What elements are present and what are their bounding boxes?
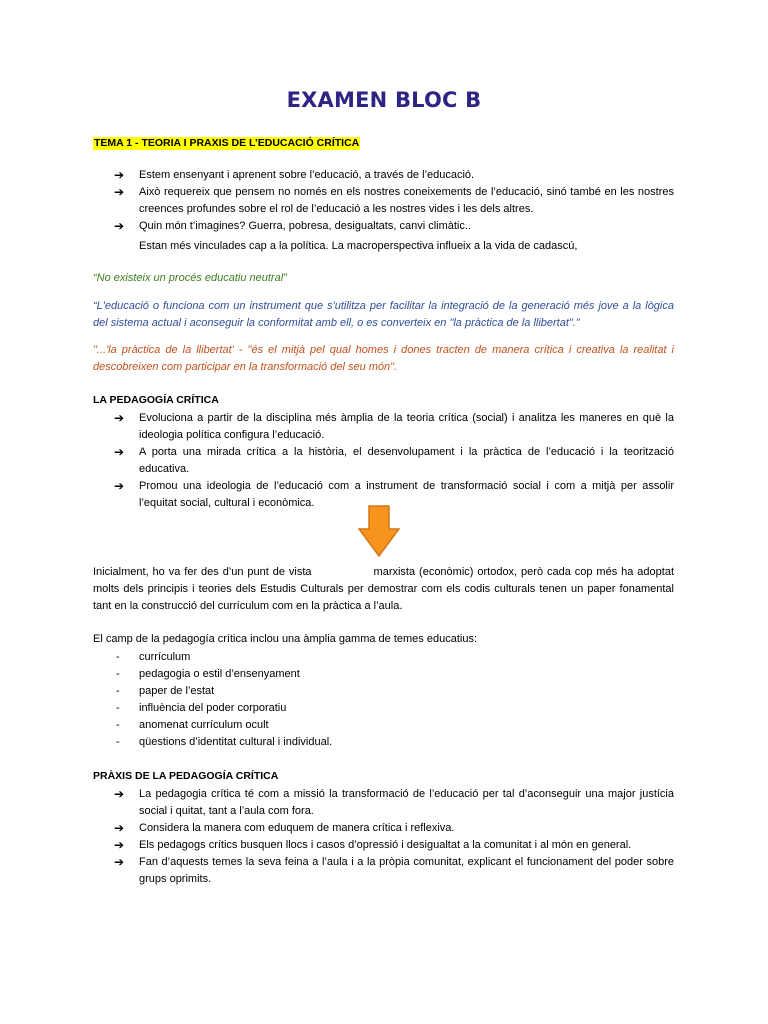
- page-title: EXAMEN BLOC B: [286, 88, 482, 112]
- tema1-heading: TEMA 1 - TEORIA I PRAXIS DE L’EDUCACIÓ CRÍTICA: [94, 137, 360, 149]
- praxis-heading: PRÀXIS DE LA PEDAGOGÍA CRÍTICA: [93, 770, 279, 782]
- right-arrow-icon: ➔: [114, 787, 125, 801]
- right-arrow-icon: ➔: [114, 838, 125, 852]
- praxis-bullet-list: [114, 786, 674, 888]
- quote-green: “No existeix un procés educatiu neutral”: [93, 272, 287, 284]
- right-arrow-icon: ➔: [114, 821, 125, 835]
- list-item: ➔ La pedagogia crítica té com a missió la transformació de l’educació per tal d’aconseguir una major justícia social i quitat, tant a l’aula com fora.: [114, 787, 674, 817]
- pedagogia-bullet-list: [114, 410, 674, 512]
- list-item: ➔ Quin món t’imagines? Guerra, pobresa, desigualtats, canvi climàtic..: [114, 219, 471, 233]
- list-item: ➔ Els pedagogs crítics busquen llocs i casos d’opressió i desigualtat a la comunitat i al món en general.: [114, 838, 632, 852]
- right-arrow-icon: ➔: [114, 168, 125, 182]
- list-item: ➔ Estem ensenyant i aprenent sobre l’educació, a través de l’educació.: [114, 168, 475, 182]
- list-item: - qüestions d’identitat cultural i individual.: [116, 736, 333, 748]
- tema1-bullet-list: [114, 167, 674, 235]
- list-item: - influència del poder corporatiu: [116, 702, 287, 714]
- camp-dash-list: [114, 649, 332, 751]
- quote-blue: “L'educació o funciona com un instrument que s'utilitza per facilitar la integració de la generació més jove a la lògica del sistema actual i aconseguir la conformitat amb ell, o es converteix en "la pràctica de la llibertat".”: [93, 300, 674, 329]
- list-item: - anomenat currículum ocult: [116, 719, 269, 731]
- pedagogia-heading: LA PEDAGOGÍA CRÍTICA: [93, 394, 219, 406]
- right-arrow-icon: ➔: [114, 185, 125, 199]
- paragraph-camp-intro: El camp de la pedagogía crítica inclou una àmplia gamma de temes educatius:: [93, 633, 477, 645]
- right-arrow-icon: ➔: [114, 445, 125, 459]
- quote-orange: "...'la pràctica de la llibertat' - "és el mitjà pel qual homes i dones tracten de manera crítica i creativa la realitat i descobreixen com participar en la transformació del seu món".: [93, 344, 674, 373]
- down-arrow-icon: [358, 505, 400, 557]
- list-item: ➔ A porta una mirada crítica a la història, el desenvolupament i la pràctica de l’educació i la teorització educativa.: [114, 445, 674, 475]
- list-item: ➔ Considera la manera com eduquem de manera crítica i reflexiva.: [114, 821, 455, 835]
- list-item: - paper de l’estat: [116, 685, 215, 697]
- list-item: ➔ Evoluciona a partir de la disciplina més àmplia de la teoria crítica (social) i analitza les maneres en què la ideologia política configura l’educació.: [114, 411, 674, 441]
- list-item: - currículum: [116, 651, 191, 663]
- list-item: ➔ Fan d’aquests temes la seva feina a l’aula i a la pròpia comunitat, explicant el funcionament del poder sobre grups oprimits.: [114, 855, 674, 885]
- tema1-continuation: Estan més vinculades cap a la política. La macroperspectiva influeix a la vida de cadascú,: [139, 240, 578, 252]
- list-item: ➔ Això requereix que pensem no només en els nostres coneixements de l’educació, sinó també en les nostres creences profundes sobre el rol de l’educació a les nostres vides i les dels altres.: [114, 185, 674, 215]
- list-item: ➔ Promou una ideologia de l’educació com a instrument de transformació social i com a mitjà per assolir l’equitat social, cultural i econòmica.: [114, 479, 674, 509]
- right-arrow-icon: ➔: [114, 855, 125, 869]
- right-arrow-icon: ➔: [114, 411, 125, 425]
- right-arrow-icon: ➔: [114, 219, 125, 233]
- list-item: - pedagogia o estil d’ensenyament: [116, 668, 300, 680]
- paragraph-inicialment: Inicialment, ho va fer des d’un punt de vista marxista (econòmic) ortodox, però cada cop més ha adoptat molts dels principis i teories dels Estudis Culturals per demostrar com els codis culturals tenen un paper fonamental tant en la construcció del currículum com en la pràctica a l’aula.: [93, 566, 674, 612]
- right-arrow-icon: ➔: [114, 479, 125, 493]
